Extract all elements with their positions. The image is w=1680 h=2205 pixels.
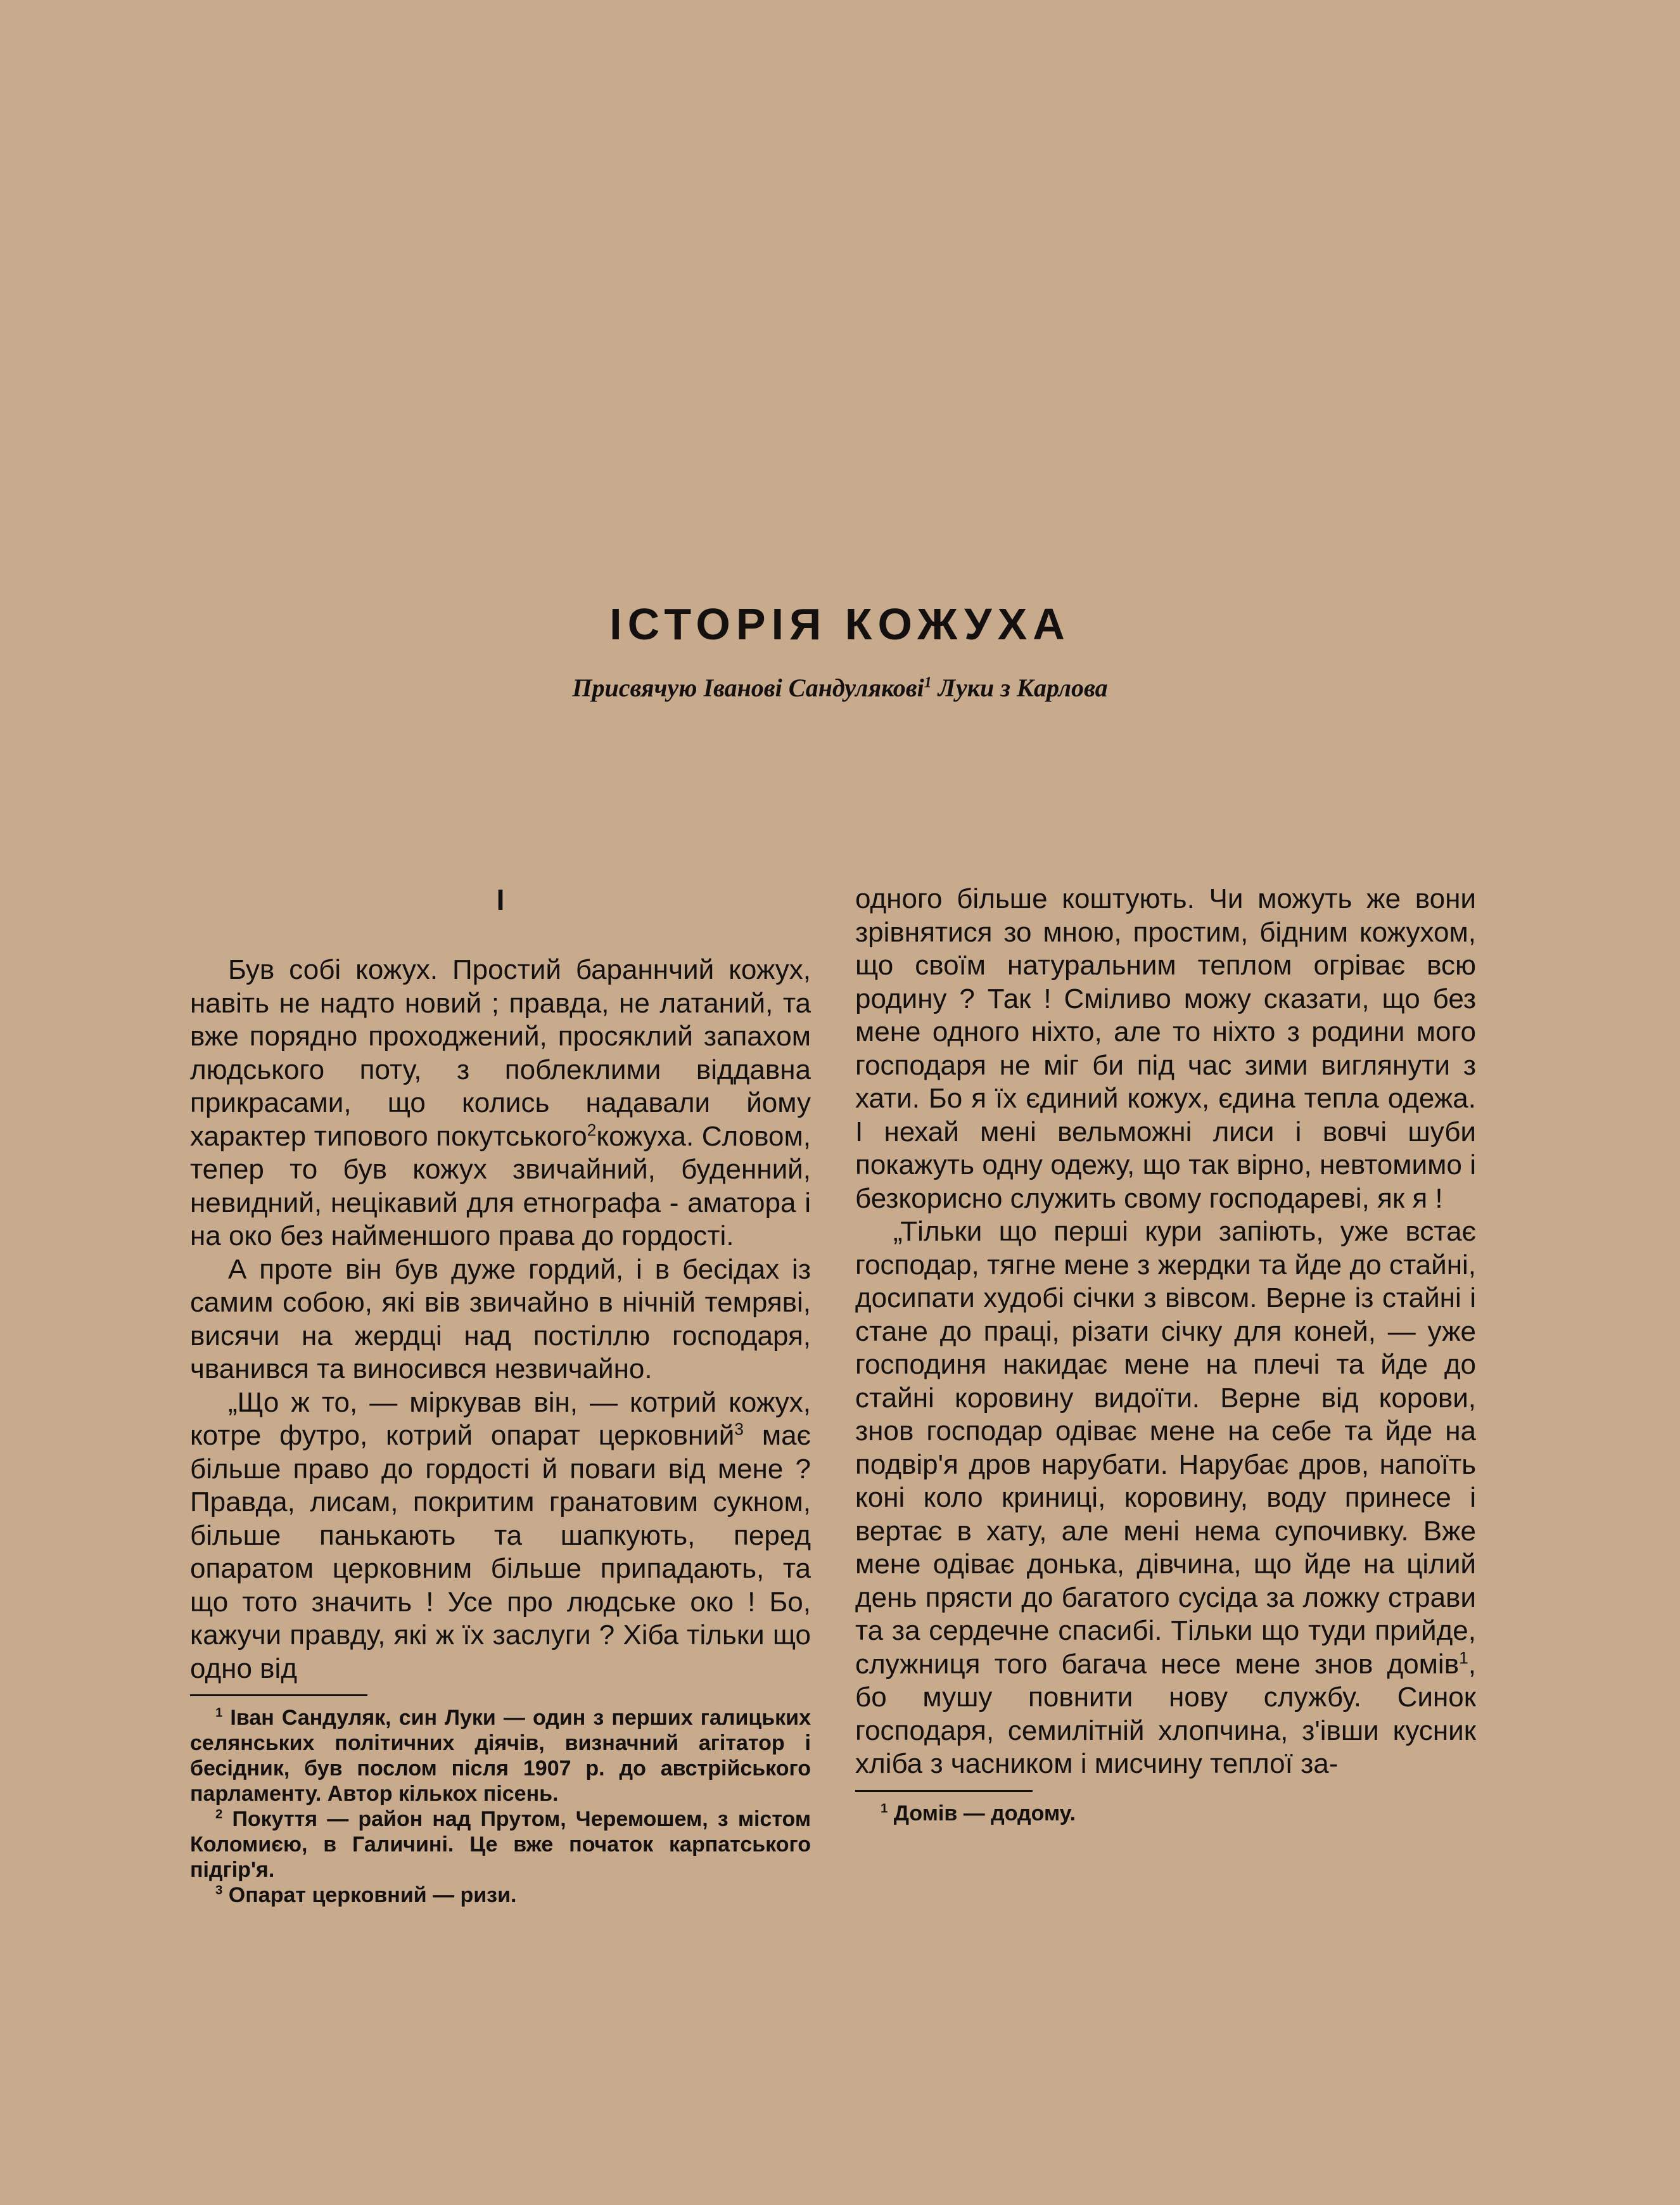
paragraph-text: Був собі кожух. Простий бараннчий кожух, навіть не надто новий ; правда, не латаний, та вже порядно проходжений, просяклий запахом людського поту, з поблеклими віддавна прикрасами, що колись надавали йому характер типового покутського	[190, 954, 811, 1152]
footnote	[855, 1801, 1476, 1826]
paragraph-text: „Що ж то, — міркував він, — котрий кожух, котре футро, котрий опарат церковний	[190, 1386, 811, 1451]
footnote	[190, 1806, 811, 1882]
paragraph	[855, 1215, 1476, 1781]
footnote-mark: 2	[215, 1807, 223, 1822]
footnote	[190, 1882, 811, 1908]
footnote-divider	[190, 1694, 367, 1696]
paragraph-text: , бо мушу повнити нову службу. Синок господаря, семилітній хлопчина, з'івши кусник хліба з часником і мисчину теплої за-	[855, 1648, 1476, 1779]
paragraph	[855, 883, 1476, 1215]
paragraph-text: А проте він був дуже гордий, і в бесідах із самим собою, які вів звичайно в нічній темряві, висячи на жердці над постіллю господаря, чванився та виносився незвичайно.	[190, 1253, 811, 1384]
dedication-text: Присвячую Іванові Сандулякові	[572, 674, 924, 702]
footnote-mark: 1	[215, 1706, 223, 1720]
footnote-text: Іван Сандуляк, син Луки — один з перших галицьких селянських політичних діячів, визначний агітатор і бесідник, був послом після 1907 р. до австрійського парламенту. Автор кількох пісень.	[190, 1706, 811, 1806]
right-column	[855, 883, 1476, 1826]
footnote-text: Опарат церковний — ризи.	[228, 1883, 517, 1907]
footnote-mark: 3	[734, 1419, 744, 1439]
footnote-divider	[855, 1790, 1033, 1792]
footnote-mark: 1	[1459, 1647, 1468, 1667]
footnote-mark: 2	[587, 1120, 597, 1139]
paragraph-text: одного більше коштують. Чи можуть же вони зрівнятися зо мною, простим, бідним кожухом, що своїм натуральним теплом огріває всю родину ? Так ! Сміливо можу сказати, що без мене одного ніхто, але то ніхто з родини мого господаря не міг би під час зими виглянути з хати. Бо я їх єдиний кожух, єдина тепла одежа. І нехай мені вельможні лиси і вовчі шуби покажуть одну одежу, що так вірно, невтомимо і безкорисно служить свому господареві, як я !	[855, 883, 1476, 1214]
footnote-mark: 3	[215, 1883, 223, 1898]
footnote	[190, 1705, 811, 1806]
footnote-mark: 1	[881, 1801, 888, 1816]
section-number: I	[496, 883, 505, 916]
dedication	[0, 673, 1680, 703]
paragraph	[190, 1253, 811, 1386]
paragraph-text: має більше право до гордості й поваги від мене ? Правда, лисам, покритим гранатовим сукном, більше панькають та шапкують, перед опаратом церковним більше припадають, та що тото значить ! Усе про людське око ! Бо, кажучи правду, які ж їх заслуги ? Хіба тільки що одно від	[190, 1420, 811, 1684]
paragraph-text: кожуха. Словом, тепер то був кожух звичайний, буденний, невидний, нецікавий для етнографа - аматора і на око без найменшого права до гордості.	[190, 1120, 811, 1251]
footnote-text: Домів — додому.	[893, 1801, 1076, 1825]
left-column	[190, 884, 811, 1908]
dedication-tail: Луки з Карлова	[938, 674, 1108, 702]
paragraph-text: „Тільки що перші кури запіють, уже встає господар, тягне мене з жердки та йде до стайні, досипати худобі січки з вівсом. Верне із стайні і стане до праці, різати січку для коней, — уже господиня накидає мене на плечі та йде до стайні коровину видоїти. Верне від корови, знов господар одіває мене на себе та йде на подвір'я дров нарубати. Нарубає дров, напоїть коні коло криниці, коровину, воду принесе і вертає в хату, але мені нема супочивку. Вже мене одіває донька, дівчина, що йде на цілий день прясти до багатого сусіда за ложку страви та за сердечне спасибі. Тільки що туди прийде, служниця того багача несе мене знов домів	[855, 1216, 1476, 1680]
page-title: ІСТОРІЯ КОЖУХА	[609, 599, 1071, 649]
paragraph	[190, 954, 811, 1253]
paragraph	[190, 1386, 811, 1686]
dedication-footnote-mark: 1	[924, 674, 932, 691]
footnote-text: Покуття — район над Прутом, Черемошем, з містом Коломиєю, в Галичині. Це вже початок карпатського підгір'я.	[190, 1807, 811, 1882]
